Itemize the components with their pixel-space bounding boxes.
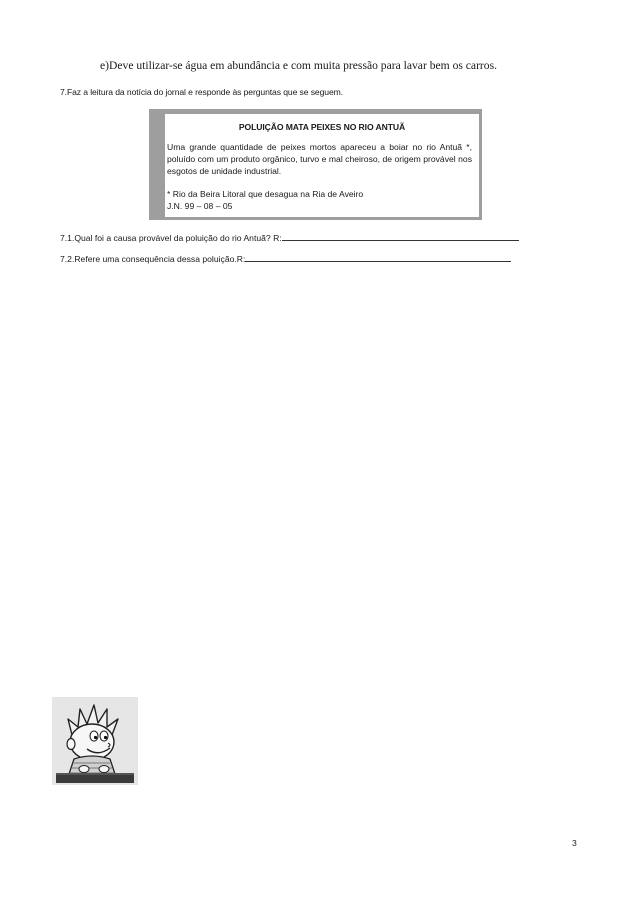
question-7-1-text: 7.1.Qual foi a causa provável da poluição do rio Antuã? R: — [60, 233, 282, 243]
news-title: POLUIÇÃO MATA PEIXES NO RIO ANTUÃ — [238, 122, 406, 132]
question-7-2 — [60, 253, 511, 264]
news-footnote: * Rio da Beira Litoral que desagua na Ria de Aveiro — [167, 189, 364, 199]
news-clipping-content — [165, 114, 479, 217]
page-number: 3 — [572, 838, 577, 848]
answer-line-7-2[interactable] — [245, 253, 511, 262]
news-body: Uma grande quantidade de peixes mortos apareceu a boiar no rio Antuã *, poluído com um produto orgânico, turvo e mal cheiroso, de origem provável nos esgotos de unidade industrial. — [167, 142, 472, 177]
news-source: J.N. 99 – 08 – 05 — [167, 201, 233, 212]
question-7-instruction: 7.Faz a leitura da notícia do jornal e responde às perguntas que se seguem. — [60, 87, 343, 97]
news-clipping-box — [149, 109, 482, 220]
news-notes — [167, 188, 472, 212]
item-e-statement: e)Deve utilizar-se água em abundância e com muita pressão para lavar bem os carros. — [100, 59, 497, 72]
question-7-1 — [60, 232, 519, 243]
question-7-2-text: 7.2.Refere uma consequência dessa poluição.R: — [60, 254, 246, 264]
answer-line-7-1[interactable] — [282, 232, 519, 241]
cartoon-boy-illustration — [52, 697, 138, 785]
